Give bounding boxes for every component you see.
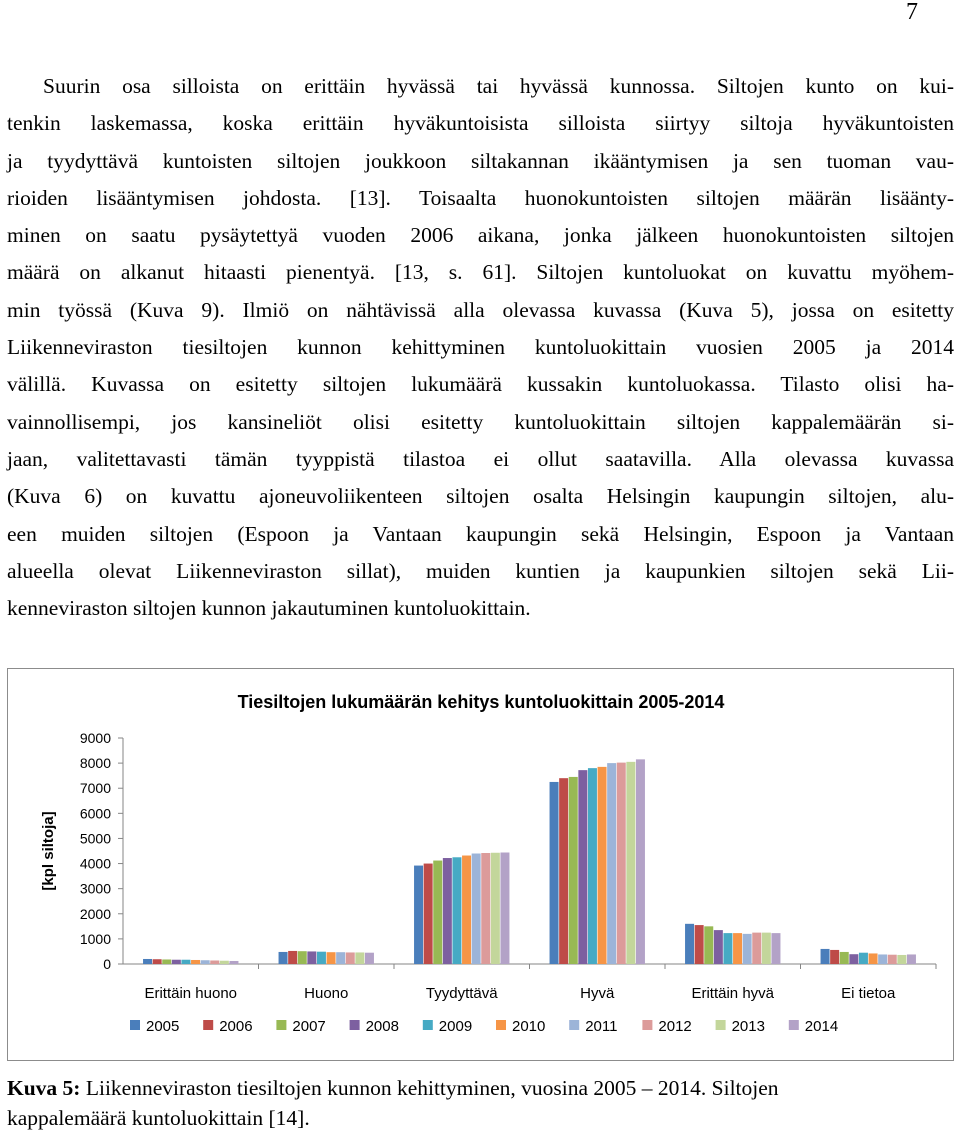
bar	[617, 763, 626, 964]
paragraph-line: määrä on alkanut hitaasti pienentyä. [13, s. 61]. Siltojen kuntoluokat on kuvattu myöhem-	[7, 260, 954, 285]
bar	[762, 933, 771, 964]
y-tick-label: 2000	[79, 905, 111, 922]
bar	[588, 768, 597, 964]
paragraph-line: jaan, valitettavasti tämän tyyppistä tilastoa ei ollut saatavilla. Alla olevassa kuvassa	[7, 446, 954, 471]
bar	[695, 925, 704, 964]
caption-label: Kuva 5:	[7, 1076, 81, 1100]
bar	[365, 953, 374, 964]
legend-label: 2011	[585, 1018, 618, 1035]
bar	[685, 924, 694, 964]
paragraph-line: tenkin laskemassa, koska erittäin hyväkuntoisista silloista siirtyy siltoja hyväkuntoisten	[7, 111, 954, 136]
bar	[626, 762, 635, 964]
bar	[481, 853, 490, 964]
paragraph-line: rioiden lisääntymisen johdosta. [13]. Toisaalta huonokuntoisten siltojen määrän lisäänty-	[7, 185, 954, 210]
bar	[317, 952, 326, 964]
y-axis-label: [kpl siltoja]	[40, 811, 57, 891]
y-tick-label: 6000	[79, 805, 111, 822]
bar	[869, 953, 878, 964]
bar	[578, 770, 587, 964]
x-tick-label: Erittäin hyvä	[691, 985, 775, 1002]
bar	[550, 782, 559, 964]
legend-label: 2013	[731, 1018, 765, 1035]
legend-label: 2010	[512, 1018, 546, 1035]
y-tick-label: 3000	[79, 880, 111, 897]
bar	[443, 858, 452, 964]
x-tick-label: Hyvä	[580, 985, 615, 1002]
bar	[878, 954, 887, 964]
page-number: 7	[906, 0, 918, 25]
bar	[336, 952, 345, 964]
body-paragraph	[7, 68, 954, 627]
bar	[830, 950, 839, 964]
bar	[201, 960, 210, 964]
paragraph-line: een muiden siltojen (Espoon ja Vantaan kaupungin sekä Helsingin, Espoon ja Vantaan	[7, 521, 954, 546]
legend-swatch	[716, 1020, 726, 1030]
legend-label: 2009	[438, 1018, 473, 1035]
paragraph-line: Suurin osa silloista on erittäin hyvässä tai hyvässä kunnossa. Siltojen kunto on kui-	[43, 74, 954, 98]
bar	[743, 934, 752, 964]
bar	[859, 953, 868, 964]
bar	[500, 853, 509, 964]
bar	[172, 960, 181, 964]
bar	[714, 930, 723, 964]
paragraph-line: alueella olevat Liikenneviraston sillat), muiden kuntien ja kaupunkien siltojen sekä Lii-	[7, 558, 954, 583]
bar	[569, 777, 578, 964]
legend-swatch	[130, 1020, 140, 1030]
x-tick-label: Erittäin huono	[144, 985, 238, 1002]
y-tick-label: 5000	[79, 830, 111, 847]
bar	[723, 933, 732, 964]
bar	[153, 959, 162, 964]
y-tick-label: 1000	[79, 930, 111, 947]
caption-line-2: kappalemäärä kuntoluokittain [14].	[7, 1106, 310, 1130]
figure-caption	[7, 1073, 954, 1133]
bar	[307, 951, 316, 964]
bar	[143, 959, 152, 964]
x-tick-label: Tyydyttävä	[425, 985, 498, 1002]
legend-label: 2005	[146, 1018, 180, 1035]
paragraph-line: Liikenneviraston tiesiltojen kunnon kehittyminen kuntoluokittain vuosien 2005 ja 2014	[7, 335, 954, 360]
bar	[752, 933, 761, 964]
bar	[220, 961, 229, 964]
y-tick-label: 7000	[79, 780, 111, 797]
legend-swatch	[642, 1020, 652, 1030]
bar	[452, 857, 461, 964]
chart-frame	[7, 668, 954, 1061]
y-tick-label: 0	[103, 956, 111, 972]
y-tick-label: 4000	[79, 855, 111, 872]
legend-label: 2007	[292, 1018, 326, 1035]
x-tick-label: Huono	[304, 985, 349, 1002]
legend-label: 2014	[804, 1018, 839, 1035]
x-tick-label: Ei tietoa	[841, 985, 896, 1002]
bar	[840, 952, 849, 964]
bar	[355, 952, 364, 964]
bar	[472, 854, 481, 964]
bar	[607, 763, 616, 964]
paragraph-line: min työssä (Kuva 9). Ilmiö on nähtävissä alla olevassa kuvassa (Kuva 5), jossa on esitetty	[7, 297, 954, 322]
bar	[210, 960, 219, 964]
bar	[424, 864, 433, 964]
paragraph-line: kenneviraston siltojen kunnon jakautuminen kuntoluokittain.	[7, 596, 531, 621]
bar	[598, 767, 607, 964]
bar	[636, 759, 645, 964]
bar	[229, 961, 238, 964]
chart-title: Tiesiltojen lukumäärän kehitys kuntoluokittain 2005-2014	[237, 692, 725, 712]
bar	[162, 959, 171, 964]
legend-swatch	[423, 1020, 433, 1030]
bar	[897, 955, 906, 964]
bar	[279, 952, 288, 964]
paragraph-line: (Kuva 6) on kuvattu ajoneuvoliikenteen siltojen osalta Helsingin kaupungin siltojen, alu-	[7, 484, 954, 509]
legend-swatch	[203, 1020, 213, 1030]
legend-label: 2006	[219, 1018, 253, 1035]
bar	[462, 856, 471, 964]
paragraph-line: minen on saatu pysäytettyä vuoden 2006 aikana, jonka jälkeen huonokuntoisten siltojen	[7, 223, 954, 248]
bar	[181, 960, 190, 964]
bar	[849, 954, 858, 964]
paragraph-line: ja tyydyttävä kuntoisten siltojen joukkoon siltakannan ikääntymisen ja sen tuoman vau-	[7, 148, 954, 173]
legend-label: 2012	[658, 1018, 692, 1035]
caption-line-1	[7, 1073, 954, 1103]
y-tick-label: 8000	[79, 755, 111, 772]
bar	[191, 960, 200, 964]
bar	[821, 949, 830, 964]
bar	[907, 954, 916, 964]
bar	[414, 866, 423, 964]
legend-swatch	[350, 1020, 360, 1030]
bar	[298, 951, 307, 964]
paragraph-line: vainnollisempi, jos kansineliöt olisi esitetty kuntoluokittain siltojen kappalemäärän si-	[7, 409, 954, 434]
bar	[704, 926, 713, 964]
bar	[559, 778, 568, 964]
bar	[327, 952, 336, 964]
paragraph-line: välillä. Kuvassa on esitetty siltojen lukumäärä kussakin kuntoluokassa. Tilasto olisi ha-	[7, 372, 954, 397]
legend-swatch	[569, 1020, 579, 1030]
bar	[733, 933, 742, 964]
bar	[888, 955, 897, 964]
bar	[346, 952, 355, 964]
bar	[771, 933, 780, 964]
bar	[288, 951, 297, 964]
y-tick-label: 9000	[79, 730, 111, 746]
bar	[433, 861, 442, 964]
caption-text-1: Liikenneviraston tiesiltojen kunnon kehittyminen, vuosina 2005 – 2014. Siltojen	[80, 1076, 779, 1100]
legend-swatch	[276, 1020, 286, 1030]
legend-swatch	[496, 1020, 506, 1030]
legend-swatch	[789, 1020, 799, 1030]
bar-chart	[8, 669, 953, 1060]
legend-label: 2008	[365, 1018, 399, 1035]
bar	[491, 853, 500, 964]
